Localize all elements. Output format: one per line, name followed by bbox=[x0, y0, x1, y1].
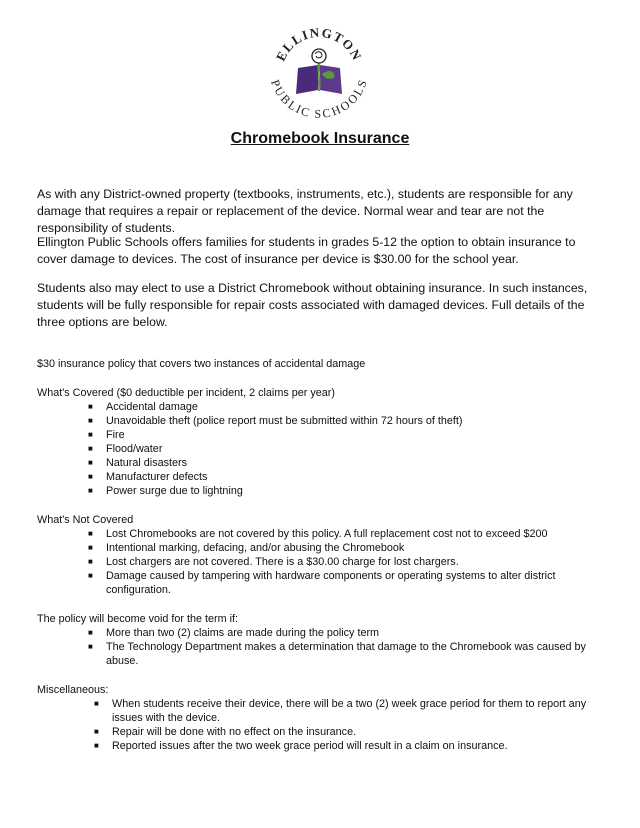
void-heading: The policy will become void for the term if: bbox=[37, 613, 239, 625]
list-item: ■ Power surge due to lightning bbox=[88, 484, 608, 498]
list-item: ■ Lost Chromebooks are not covered by this policy. A full replacement cost not to exceed $200 bbox=[88, 527, 558, 541]
list-item: ■ Natural disasters bbox=[88, 456, 608, 470]
list-item: ■ When students receive their device, there will be a two (2) week grace period for them to report any issues with the device. bbox=[94, 697, 594, 725]
misc-list bbox=[94, 697, 594, 753]
list-item: ■ Manufacturer defects bbox=[88, 470, 608, 484]
covered-heading: What's Covered ($0 deductible per incident, 2 claims per year) bbox=[37, 387, 335, 399]
list-item: ■ Intentional marking, defacing, and/or abusing the Chromebook bbox=[88, 541, 558, 555]
list-item: ■ Repair will be done with no effect on the insurance. bbox=[94, 725, 594, 739]
school-logo bbox=[266, 18, 372, 122]
list-item: ■ Reported issues after the two week grace period will result in a claim on insurance. bbox=[94, 739, 594, 753]
list-item: ■ Unavoidable theft (police report must be submitted within 72 hours of theft) bbox=[88, 414, 608, 428]
void-list bbox=[88, 626, 588, 668]
intro-paragraph-3: Students also may elect to use a District Chromebook without obtaining insurance. In such instances, students will be fully responsible for repair costs associated with damaged devices. Full details of the three options are below. bbox=[37, 281, 588, 329]
list-item: ■ Damage caused by tampering with hardware components or operating systems to alter district configuration. bbox=[88, 569, 558, 597]
intro-paragraph-2: Ellington Public Schools offers families for students in grades 5-12 the option to obtain insurance to cover damage to devices. The cost of insurance per device is $30.00 for the school year. bbox=[37, 235, 576, 266]
intro-paragraph-1: As with any District-owned property (textbooks, instruments, etc.), students are responsible for any damage that requires a repair or replacement of the device. Normal wear and tear are not the responsibility of students. bbox=[37, 187, 573, 235]
logo-bottom-text: PUBLIC SCHOOLS bbox=[268, 77, 370, 121]
list-item: ■ Accidental damage bbox=[88, 400, 608, 414]
not-covered-heading: What's Not Covered bbox=[37, 514, 134, 526]
policy-intro: $30 insurance policy that covers two instances of accidental damage bbox=[37, 358, 366, 370]
list-item: ■ Flood/water bbox=[88, 442, 608, 456]
page-title: Chromebook Insurance bbox=[230, 130, 410, 147]
list-item: ■ Fire bbox=[88, 428, 608, 442]
list-item: ■ More than two (2) claims are made during the policy term bbox=[88, 626, 588, 640]
logo-top-text: ELLINGTON bbox=[272, 24, 366, 64]
misc-heading: Miscellaneous: bbox=[37, 684, 109, 696]
list-item: ■ Lost chargers are not covered. There is a $30.00 charge for lost chargers. bbox=[88, 555, 558, 569]
not-covered-list bbox=[88, 527, 558, 597]
book-rose-icon bbox=[296, 49, 342, 94]
covered-list bbox=[88, 400, 608, 498]
list-item: ■ The Technology Department makes a determination that damage to the Chromebook was caused by abuse. bbox=[88, 640, 588, 668]
